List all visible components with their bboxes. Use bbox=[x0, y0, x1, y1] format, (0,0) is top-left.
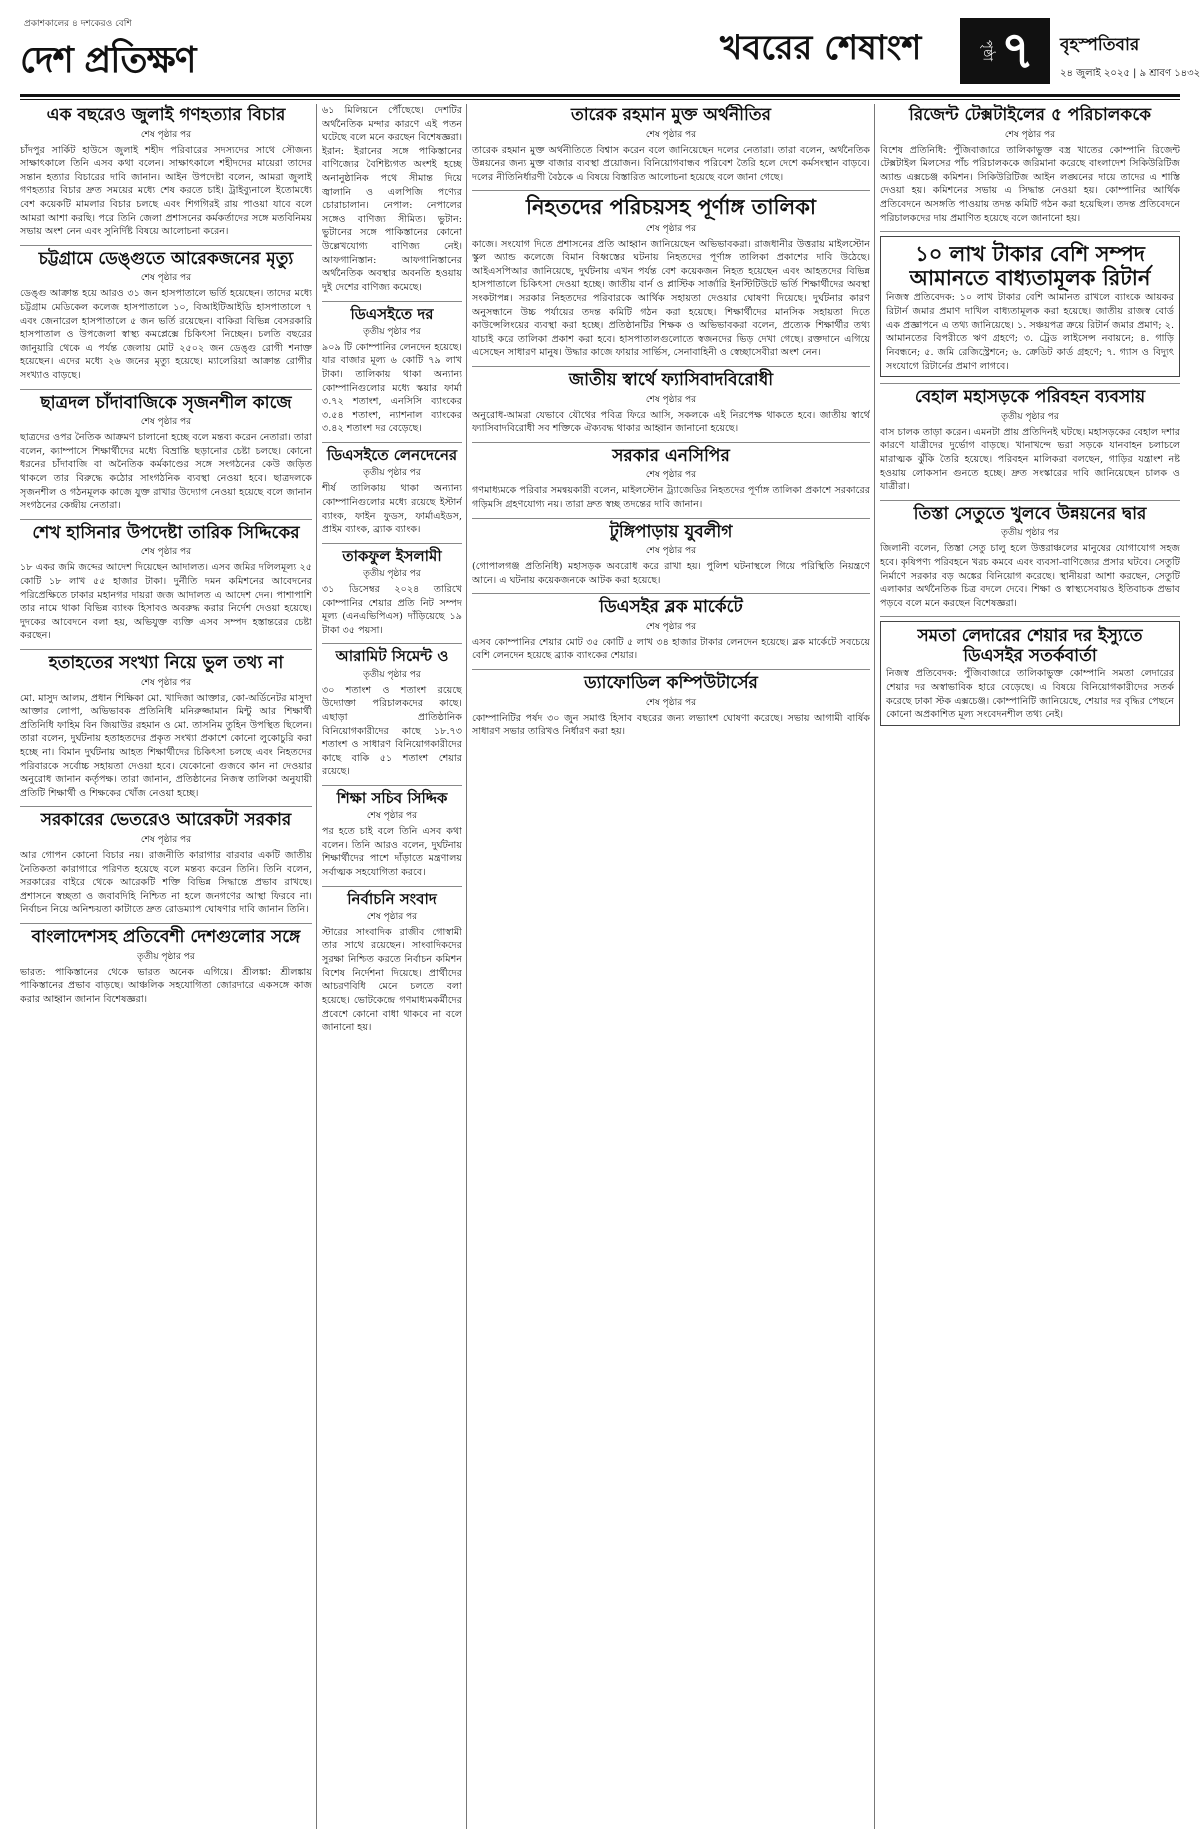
column-3 bbox=[472, 104, 870, 1829]
story-dse-turnover bbox=[322, 447, 462, 537]
story-body: ১৮ একর জমি জব্দের আদেশ দিয়েছেন আদালত। এসব জমির দলিলমূল্য ২৫ কোটি ১৮ লাখ ৫৫ হাজার টাকা। দুর্নীতি দমন কমিশনের আবেদনের পরিপ্রেক্ষিতে ঢাকার মহানগর দায়রা জজ আদালত এ আদেশ দেন। পাশাপাশি তার নামে থাকা বিভিন্ন ব্যাংক হিসাবও অবরুদ্ধ করার নির্দেশ দেওয়া হয়েছে। দুদকের আবেদনে বলা হয়, অভিযুক্ত ব্যক্তি এসব সম্পদ হস্তান্তরের চেষ্টা করছেন। bbox=[20, 562, 312, 642]
story-body: পর হতে চাই বলে তিনি এসব কথা বলেন। তিনি আরও বলেন, দুর্ঘটনায় শিক্ষার্থীদের পাশে দাঁড়াতে মন্ত্রণালয় সর্বাত্মক সহযোগিতা করবে। bbox=[322, 826, 462, 879]
column-divider bbox=[874, 104, 875, 1829]
story-body: জিলানী বলেন, তিস্তা সেতু চালু হলে উত্তরাঞ্চলের মানুষের যোগাযোগ সহজ হবে। কৃষিপণ্য পরিবহনে খরচ কমবে এবং ব্যবসা-বাণিজ্যের প্রসার ঘটবে। সেতুটি নির্মাণে সরকার বড় অঙ্কের বিনিয়োগ করেছে। স্থানীয়রা আশা করছেন, সেতুটি এলাকার অর্থনৈতিক চিত্র বদলে দেবে। শিক্ষা ও স্বাস্থ্যসেবায়ও ইতিবাচক প্রভাব পড়বে বলে মনে করছেন বিশেষজ্ঞরা। bbox=[880, 543, 1180, 609]
story-divider bbox=[20, 245, 312, 246]
masthead-rule-thin bbox=[20, 99, 1180, 100]
story-divider bbox=[880, 383, 1180, 384]
story-body: শীর্ষ তালিকায় থাকা অন্যান্য কোম্পানিগুলোর মধ্যে রয়েছে ইস্টার্ন ব্যাংক, ফাইন ফুডস, ফার্মাএইডস, প্রাইম ব্যাংক, ব্র্যাক ব্যাংক। bbox=[322, 483, 462, 536]
story-body: ডেঙ্গু আক্রান্ত হয়ে আরও ৩১ জন হাসপাতালে ভর্তি হয়েছেন। তাদের মধ্যে চট্টগ্রাম মেডিকেল কলেজ হাসপাতালে ১০, বিআইটিআইডি হাসপাতালে ৭ এবং জেনারেল হাসপাতালে ৫ জন ভর্তি রয়েছেন। বাকিরা বিভিন্ন বেসরকারি হাসপাতাল ও উপজেলা স্বাস্থ্য কমপ্লেক্সে চিকিৎসা নিচ্ছেন। চলতি বছরের জানুয়ারি থেকে এ পর্যন্ত জেলায় মোট ২৫০২ জন ডেঙ্গু রোগী শনাক্ত হয়েছেন। এদের মধ্যে ২৬ জনের মৃত্যু হয়েছে। ম্যালেরিয়া আক্রান্ত রোগীর সংখ্যাও বাড়ছে। bbox=[20, 288, 312, 382]
story-body: ৩০ শতাংশ ও শতাংশ রয়েছে উদ্যোক্তা পরিচালকদের কাছে। এছাড়া প্রাতিষ্ঠানিক বিনিয়োগকারীদের কাছে ১৮.৭৩ শতাংশ ও সাধারণ বিনিয়োগকারীদের কাছে বাকি ৫১ শতাংশ শেয়ার রয়েছে। bbox=[322, 684, 462, 778]
headline: ডিএসইতে লেনদেনের bbox=[326, 446, 458, 465]
story-aramit bbox=[322, 648, 462, 779]
story-body: স্টারের সাংবাদিক রাজীব গোস্বামী তার সাথে রয়েছেন। সাংবাদিকদের সুরক্ষা নিশ্চিত করতে নির্বাচন কমিশন বিশেষ নির্দেশনা দিয়েছে। প্রার্থীদের আচরণবিধি মেনে চলতে বলা হয়েছে। ভোটকেন্দ্রে গণমাধ্যমকর্মীদের প্রবেশে কোনো বাধা থাকবে না বলে জানানো হয়। bbox=[322, 926, 462, 1034]
story-body: ৩১ ডিসেম্বর ২০২৪ তারিখে কোম্পানির শেয়ার প্রতি নিট সম্পদ মূল্য (এনএভিপিএস) দাঁড়িয়েছে ১৯ টাকা ৩৫ পয়সা। bbox=[322, 583, 462, 636]
story-body: মো. মাসুদ আলম, প্রধান শিক্ষিকা মো. খাদিজা আক্তার, কো-অর্ডিনেটর মাসুদা আক্তার লোপা, অভিভাবক প্রতিনিধি মনিরুজ্জামান মিন্টু আর শিক্ষার্থী প্রতিনিধি ফাহিম বিন জিয়াউর রহমান ও মো. তাসনিম তুহিন উপস্থিত ছিলেন। তারা বলেন, দুর্ঘটনায় হতাহতদের প্রকৃত সংখ্যা প্রকাশে কোনো লুকোচুরি করা হচ্ছে না। বিমান দুর্ঘটনায় আহত শিক্ষার্থীদের চিকিৎসা চলছে এবং নিহতদের পরিবারকে সর্বোচ্চ সহায়তা দেওয়া হবে। যেকোনো গুজবে কান না দেওয়ার অনুরোধ জানান কর্তৃপক্ষ। তারা জানান, প্রতিষ্ঠানের নিজস্ব তালিকা অনুযায়ী প্রতিটি শিক্ষার্থী ও শিক্ষকের খোঁজ নেওয়া হচ্ছে। bbox=[20, 692, 312, 799]
column-divider bbox=[466, 104, 467, 1829]
story-divider bbox=[472, 442, 870, 443]
story-divider bbox=[322, 643, 462, 644]
story-body: কোম্পানিটির পর্ষদ ৩০ জুন সমাপ্ত হিসাব বছরের জন্য লভ্যাংশ ঘোষণা করেছে। সভায় আগামী বার্ষিক সাধারণ সভার তারিখও নির্ধারণ করা হয়। bbox=[472, 712, 870, 738]
story-divider bbox=[472, 593, 870, 594]
story-divider bbox=[322, 886, 462, 887]
page-number-box bbox=[960, 18, 1050, 84]
story-body: কাজে। সংযোগ দিতে প্রশাসনের প্রতি আহ্বান জানিয়েছেন অভিভাবকরা। রাজধানীর উত্তরায় মাইলস্টোন স্কুল অ্যান্ড কলেজে বিমান বিধ্বস্তের ঘটনায় নিহতদের পূর্ণাঙ্গ তালিকা প্রকাশের দাবি উঠেছে। আইএসপিআর জানিয়েছে, দুর্ঘটনায় এখন পর্যন্ত বেশ কয়েকজন নিহত হয়েছেন এবং আহতদের বিভিন্ন হাসপাতালে চিকিৎসা দেওয়া হচ্ছে। জাতীয় বার্ন ও প্লাস্টিক সার্জারি ইনস্টিটিউটে ভর্তি শিক্ষার্থীদের অবস্থা সংকটাপন্ন। সরকার নিহতদের পরিবারকে আর্থিক সহায়তা দেওয়ার ঘোষণা দিয়েছে। দুর্ঘটনার কারণ অনুসন্ধানে উচ্চ পর্যায়ের তদন্ত কমিটি গঠন করা হয়েছে। শিক্ষার্থীদের মানসিক সহায়তা দিতে কাউন্সেলিংয়ের ব্যবস্থা করা হচ্ছে। প্রতিষ্ঠানটির শিক্ষক ও অভিভাবকরা বলেন, প্রত্যেক শিক্ষার্থীর তথ্য যাচাই করে তালিকা প্রকাশ করা হবে। হাসপাতালগুলোতে স্বজনদের ভিড় দেখা গেছে। রক্তদানে এগিয়ে এসেছেন সাধারণ মানুষ। উদ্ধার কাজে ফায়ার সার্ভিস, সেনাবাহিনী ও স্বেচ্ছাসেবীরা অংশ নেন। bbox=[472, 238, 870, 359]
story-body: ভারত: পাকিস্তানের থেকে ভারত অনেক এগিয়ে। শ্রীলঙ্কা: শ্রীলঙ্কায় পাকিস্তানের প্রভাব বাড়ছে। আঞ্চলিক সহযোগিতা জোরদারে একসঙ্গে কাজ করার আহ্বান জানান বিশেষজ্ঞরা। bbox=[20, 966, 312, 1005]
jump-line: শেষ পৃষ্ঠার পর bbox=[140, 129, 192, 140]
headline: ছাত্রদল চাঁদাবাজিকে সৃজনশীল কাজে bbox=[40, 392, 292, 413]
jump-line: শেষ পৃষ্ঠার পর bbox=[645, 223, 697, 234]
headline: জাতীয় স্বার্থে ফ্যাসিবাদবিরোধী bbox=[568, 370, 774, 390]
headline: নির্বাচনি সংবাদ bbox=[347, 889, 437, 908]
story-divider bbox=[20, 923, 312, 924]
story-samata-leather bbox=[880, 621, 1180, 726]
story-tarique-siddique bbox=[20, 524, 312, 643]
headline: ডিএসইতে দর bbox=[350, 304, 434, 323]
story-body: ৬১ মিলিয়নে পৌঁছেছে। দেশটির অর্থনৈতিক মন্দার কারণে এই পতন ঘটেছে বলে মনে করছেন বিশেষজ্ঞরা। ইরান: ইরানের সঙ্গে পাকিস্তানের বাণিজ্যের বৈশিষ্ট্যগত অংশই হচ্ছে অনানুষ্ঠানিক পথে সীমান্ত দিয়ে জ্বালানি ও এলপিজি পণ্যের চোরাচালান। নেপাল: নেপালের সঙ্গেও বাণিজ্য সীমিত। ভুটান: ভুটানের সঙ্গে পাকিস্তানের কোনো উল্লেখযোগ্য বাণিজ্য নেই। আফগানিস্তান: আফগানিস্তানের অর্থনৈতিক অবস্থার অবনতি হওয়ায় দুই দেশের বাণিজ্য কমেছে। bbox=[322, 105, 462, 293]
masthead-rule bbox=[20, 94, 1180, 97]
date-line: ২৪ জুলাই ২০২৫ | ৯ শ্রাবণ ১৪৩২ bbox=[1060, 68, 1200, 79]
jump-line: তৃতীয় পৃষ্ঠার পর bbox=[363, 669, 421, 680]
story-divider bbox=[472, 669, 870, 670]
story-divider bbox=[322, 442, 462, 443]
jump-line: শেষ পৃষ্ঠার পর bbox=[1004, 129, 1056, 140]
story-divider bbox=[20, 389, 312, 390]
headline: সরকার এনসিপির bbox=[612, 445, 730, 466]
jump-line: তৃতীয় পৃষ্ঠার পর bbox=[363, 568, 421, 579]
headline: ডিএসইর ব্লক মার্কেটে bbox=[599, 597, 743, 618]
story-dengue bbox=[20, 250, 312, 383]
story-body: নিজস্ব প্রতিবেদক: পুঁজিবাজারে তালিকাভুক্ত কোম্পানি সমতা লেদারের শেয়ার দর অস্বাভাবিক হারে বেড়েছে। এ বিষয়ে বিনিয়োগকারীদের সতর্ক করেছে ঢাকা স্টক এক্সচেঞ্জ। কোম্পানিটি জানিয়েছে, শেয়ার দর বৃদ্ধির পেছনে কোনো অপ্রকাশিত মূল্য সংবেদনশীল তথ্য নেই। bbox=[886, 668, 1174, 721]
headline: তাকফুল ইসলামী bbox=[342, 546, 442, 565]
story-body: তারেক রহমান মুক্ত অর্থনীতিতে বিশ্বাস করেন বলে জানিয়েছেন দলের নেতারা। তারা বলেন, অর্থনৈতিক উন্নয়নের জন্য মুক্ত বাজার ব্যবস্থা প্রয়োজন। বিনিয়োগবান্ধব পরিবেশ তৈরি হলে দেশে কর্মসংস্থান বাড়বে। দলের নীতিনির্ধারণী বৈঠকে এ বিষয়ে বিস্তারিত আলোচনা হয়েছে বলে জানা গেছে। bbox=[472, 144, 870, 183]
jump-line: তৃতীয় পৃষ্ঠার পর bbox=[1001, 528, 1059, 539]
jump-line: শেষ পৃষ্ঠার পর bbox=[140, 677, 192, 688]
headline: রিজেন্ট টেক্সটাইলের ৫ পরিচালককে bbox=[908, 105, 1152, 125]
story-education-secretary bbox=[322, 790, 462, 880]
jump-line: শেষ পৃষ্ঠার পর bbox=[140, 547, 192, 558]
headline: এক বছরেও জুলাই গণহত্যার বিচার bbox=[46, 105, 286, 125]
story-regent-textile bbox=[880, 106, 1180, 225]
jump-line: শেষ পৃষ্ঠার পর bbox=[645, 394, 697, 405]
weekday: বৃহস্পতিবার bbox=[1060, 35, 1140, 55]
story-divider bbox=[20, 806, 312, 807]
jump-line: শেষ পৃষ্ঠার পর bbox=[645, 697, 697, 708]
logo bbox=[20, 16, 280, 82]
story-divider bbox=[880, 616, 1180, 617]
story-takaful bbox=[322, 548, 462, 638]
column-divider bbox=[316, 104, 317, 1829]
headline: বাংলাদেশসহ প্রতিবেশী দেশগুলোর সঙ্গে bbox=[31, 927, 301, 948]
story-body: বিশেষ প্রতিনিধি: পুঁজিবাজারে তালিকাভুক্ত বস্ত্র খাতের কোম্পানি রিজেন্ট টেক্সটাইল মিলসের পাঁচ পরিচালককে জরিমানা করেছে বাংলাদেশ সিকিউরিটিজ অ্যান্ড এক্সচেঞ্জ কমিশন। সিকিউরিটিজ আইন লঙ্ঘনের দায়ে তাদের এ শাস্তি দেওয়া হয়। কমিশনের সভায় এ সিদ্ধান্ত নেওয়া হয়। কোম্পানির আর্থিক প্রতিবেদনে অসঙ্গতি পাওয়ায় তদন্ত কমিটি গঠন করা হয়েছিল। তদন্ত প্রতিবেদনে পরিচালকদের দায় প্রমাণিত হয়েছে বলে জানানো হয়। bbox=[880, 144, 1180, 224]
story-daffodil bbox=[472, 674, 870, 739]
jump-line: শেষ পৃষ্ঠার পর bbox=[140, 835, 192, 845]
story-body: অনুরোধ-আমরা যেভাবে যৌথের পবিত্র ফিরে আসি, সকলকে এই নিরপেক্ষ থাকতে হবে। জাতীয় স্বার্থে ফ্যাসিবাদবিরোধী সব শক্তিকে ঐক্যবদ্ধ থাকার আহ্বান জানানো হয়েছে। bbox=[472, 409, 870, 435]
story-divider bbox=[322, 543, 462, 544]
story-government-within bbox=[20, 811, 312, 917]
story-highway bbox=[880, 388, 1180, 494]
date-block bbox=[1060, 32, 1200, 83]
jump-line: তৃতীয় পৃষ্ঠার পর bbox=[137, 951, 195, 962]
jump-line: শেষ পৃষ্ঠার পর bbox=[645, 546, 697, 557]
story-body: বাস চালক তাড়া করেন। এমনটা প্রায় প্রতিদিনই ঘটছে। মহাসড়কের বেহাল দশার কারণে যাত্রীদের দুর্ভোগ বাড়ছে। খানাখন্দে ভরা সড়কে যানবাহন চলাচলে মারাত্মক ঝুঁকি তৈরি হয়েছে। পরিবহন মালিকরা বলছেন, গাড়ির যন্ত্রাংশ নষ্ট হওয়ায় লোকসান গুনতে হচ্ছে। দ্রুত সংস্কারের দাবি জানিয়েছেন চালক ও যাত্রীরা। bbox=[880, 426, 1180, 493]
jump-line: তৃতীয় পৃষ্ঠার পর bbox=[1001, 411, 1059, 422]
story-body: এসব কোম্পানির শেয়ার মোট ৩৫ কোটি ৫ লাখ ৩৪ হাজার টাকার লেনদেন হয়েছে। ব্লক মার্কেটে সবচেয়ে বেশি লেনদেন হয়েছে ব্র্যাক ব্যাংকের শেয়ার। bbox=[472, 636, 870, 662]
headline: তিস্তা সেতুতে খুলবে উন্নয়নের দ্বার bbox=[913, 503, 1147, 524]
page-number: ৭ bbox=[1000, 21, 1035, 81]
story-divider bbox=[20, 649, 312, 650]
story-victims-list bbox=[472, 195, 870, 360]
headline: আরামিট সিমেন্ট ও bbox=[335, 647, 449, 666]
column-1 bbox=[20, 104, 312, 1829]
story-body: ছাত্রদের ওপর নৈতিক আক্রমণ চালানো হচ্ছে বলে মন্তব্য করেন নেতারা। তারা বলেন, ক্যাম্পাসে শিক্ষার্থীদের মধ্যে বিভ্রান্তি ছড়ানোর চেষ্টা চলছে। কোনো ধরনের চাঁদাবাজি বা অনৈতিক কর্মকাণ্ডের সঙ্গে সংগঠনের কেউ জড়িত থাকলে তার বিরুদ্ধে কঠোর সাংগঠনিক ব্যবস্থা নেওয়া হবে। ছাত্রদলকে সৃজনশীল ও গঠনমূলক কাজে যুক্ত রাখার উদ্যোগ নেওয়া হয়েছে বলে জানান সংগঠনের কেন্দ্রীয় নেতারা। bbox=[20, 432, 312, 512]
story-ncp bbox=[472, 447, 870, 512]
story-casualty-info bbox=[20, 654, 312, 800]
story-neighbours bbox=[20, 928, 312, 1006]
story-july-trial bbox=[20, 106, 312, 239]
story-divider bbox=[322, 301, 462, 302]
story-divider bbox=[472, 518, 870, 519]
story-teesta-bridge bbox=[880, 505, 1180, 611]
story-body: ৯০৯ টি কোম্পানির লেনদেন হয়েছে। যার বাজার মূল্য ৬ কোটি ৭৯ লাখ টাকা। তালিকায় থাকা অন্যান্য কোম্পানিগুলোর মধ্যে স্কয়ার ফার্মা ৩.৭২ শতাংশ, এনসিসি ব্যাংকের ৩.৫৪ শতাংশ, ন্যাশনাল ব্যাংকের ৩.৪২ শতাংশ দর বেড়েছে। bbox=[322, 341, 462, 435]
masthead bbox=[20, 10, 1200, 88]
logo-text: দেশ প্রতিক্ষণ bbox=[20, 40, 196, 81]
story-body: গণমাধ্যমকে পরিবার সমন্বয়কারী বলেন, মাইলস্টোন ট্র্যাজেডির নিহতদের পূর্ণাঙ্গ তালিকা প্রকাশে সরকারের গড়িমসি গ্রহণযোগ্য নয়। তারা দ্রুত স্বচ্ছ তদন্তের দাবি জানান। bbox=[472, 485, 870, 510]
headline: তারেক রহমান মুক্ত অর্থনীতির bbox=[571, 105, 771, 125]
page-label: পৃষ্ঠা bbox=[979, 40, 995, 62]
column-4 bbox=[880, 104, 1180, 1829]
headline: চট্টগ্রামে ডেঙ্গুতে আরেকজনের মৃত্যু bbox=[38, 248, 294, 269]
story-divider bbox=[472, 366, 870, 367]
jump-line: তৃতীয় পৃষ্ঠার পর bbox=[363, 468, 421, 479]
headline: সমতা লেদারের শেয়ার দর ইস্যুতে ডিএসইর সতর্কবার্তা bbox=[917, 626, 1143, 666]
jump-line: শেষ পৃষ্ঠার পর bbox=[140, 273, 192, 284]
story-divider bbox=[322, 785, 462, 786]
story-body: (গোপালগঞ্জ প্রতিনিধি) মহাসড়ক অবরোধ করে রাখা হয়। পুলিশ ঘটনাস্থলে গিয়ে পরিস্থিতি নিয়ন্ত্রণে আনে। এ ঘটনায় কয়েকজনকে আটক করা হয়েছে। bbox=[472, 561, 870, 586]
story-body: আর গোপন কোনো বিচার নয়। রাজনীতি কারাগার বারবার একটি জাতীয় নৈতিকতা কারাগারে পরিণত হয়েছে বলে মন্তব্য করেন তিনি। তিনি বলেন, সরকারের বাইরে থেকে আরেকটি শক্তি বিভিন্ন সিদ্ধান্তে প্রভাব রাখছে। প্রশাসনে স্বচ্ছতা ও জবাবদিহি নিশ্চিত না হলে জনগণের আস্থা ফিরবে না। নির্বাচন নিয়ে অনিশ্চয়তা কাটাতে দ্রুত রোডম্যাপ ঘোষণার দাবি জানান তিনি। bbox=[20, 850, 312, 916]
logo-tagline: প্রকাশকালের ৪ দশকেরও বেশি bbox=[24, 19, 132, 29]
story-body: নিজস্ব প্রতিবেদক: ১০ লাখ টাকার বেশি আমানত রাখলে ব্যাংকে আয়কর রিটার্ন জমার প্রমাণ দাখিল বাধ্যতামূলক করা হয়েছে। জাতীয় রাজস্ব বোর্ড এক প্রজ্ঞাপনে এ তথ্য জানিয়েছে। ১. সঞ্চয়পত্র ক্রয়ে রিটার্ন জমার প্রমাণ; ২. আমানতের বিপরীতে ঋণ গ্রহণে; ৩. ট্রেড লাইসেন্স নবায়নে; ৪. গাড়ি নিবন্ধনে; ৫. জমি রেজিস্ট্রেশনে; ৬. ক্রেডিট কার্ড গ্রহণে; ৭. গ্যাস ও বিদ্যুৎ সংযোগে রিটার্নের প্রমাণ লাগবে। bbox=[886, 292, 1174, 372]
jump-line: শেষ পৃষ্ঠার পর bbox=[140, 417, 192, 428]
jump-line: তৃতীয় পৃষ্ঠার পর bbox=[363, 326, 421, 337]
story-election-news bbox=[322, 891, 462, 1035]
headline: ড্যাফোডিল কম্পিউটার্সের bbox=[584, 673, 758, 694]
story-dse-price bbox=[322, 306, 462, 437]
story-body: চাঁদপুর সার্কিট হাউসে জুলাই শহীদ পরিবারের সদস্যদের সাথে সৌজন্য সাক্ষাৎকালে তিনি এসব কথা বলেন। সাক্ষাৎকালে শহীদদের মায়েরা তাদের সন্তান হত্যার বিচারের দাবি জানান। আইন উপদেষ্টা বলেন, আমরা জুলাই গণহত্যার বিচার দ্রুত সময়ের মধ্যে শেষ করতে চাই। ট্রাইব্যুনালে ইতোমধ্যে বেশ কয়েকটি মামলার বিচার চলছে এবং শিগগিরই রায় পাওয়া যাবে বলে আমরা আশা করছি। পরে তিনি জেলা প্রশাসনের কর্মকর্তাদের সঙ্গে মতবিনিময় সভায় অংশ নেন এবং সুনির্দিষ্ট বিষয়ে আলোচনা করেন। bbox=[20, 144, 312, 238]
jump-line: শেষ পৃষ্ঠার পর bbox=[366, 811, 418, 822]
story-anti-fascist bbox=[472, 371, 870, 436]
section-title: খবরের শেষাংশ bbox=[720, 28, 922, 68]
story-tarique-economy bbox=[472, 106, 870, 184]
headline: ১০ লাখ টাকার বেশি সম্পদ আমানতে বাধ্যতামূলক রিটার্ন bbox=[909, 242, 1151, 291]
headline: নিহতদের পরিচয়সহ পূর্ণাঙ্গ তালিকা bbox=[526, 195, 816, 220]
story-tungipara bbox=[472, 523, 870, 588]
news-columns bbox=[20, 104, 1180, 1829]
story-tax-return bbox=[880, 236, 1180, 377]
headline: বেহাল মহাসড়কে পরিবহন ব্যবসায় bbox=[914, 387, 1146, 408]
story-trade-continued bbox=[322, 104, 462, 295]
headline: শিক্ষা সচিব সিদ্দিক bbox=[336, 788, 448, 807]
story-divider bbox=[880, 231, 1180, 232]
column-2 bbox=[322, 104, 462, 1829]
jump-line: শেষ পৃষ্ঠার পর bbox=[645, 621, 697, 632]
headline: সরকারের ভেতরেও আরেকটা সরকার bbox=[40, 810, 292, 831]
headline: শেখ হাসিনার উপদেষ্টা তারিক সিদ্দিকের bbox=[32, 522, 300, 543]
jump-line: শেষ পৃষ্ঠার পর bbox=[366, 911, 418, 922]
story-block-market bbox=[472, 598, 870, 663]
headline: টুঙ্গিপাড়ায় যুবলীগ bbox=[609, 521, 733, 542]
story-chhatradal bbox=[20, 394, 312, 513]
story-divider bbox=[20, 519, 312, 520]
story-divider bbox=[880, 500, 1180, 501]
headline: হতাহতের সংখ্যা নিয়ে ভুল তথ্য না bbox=[48, 653, 284, 674]
jump-line: শেষ পৃষ্ঠার পর bbox=[645, 129, 697, 140]
story-divider bbox=[472, 190, 870, 191]
jump-line: শেষ পৃষ্ঠার পর bbox=[645, 470, 697, 481]
